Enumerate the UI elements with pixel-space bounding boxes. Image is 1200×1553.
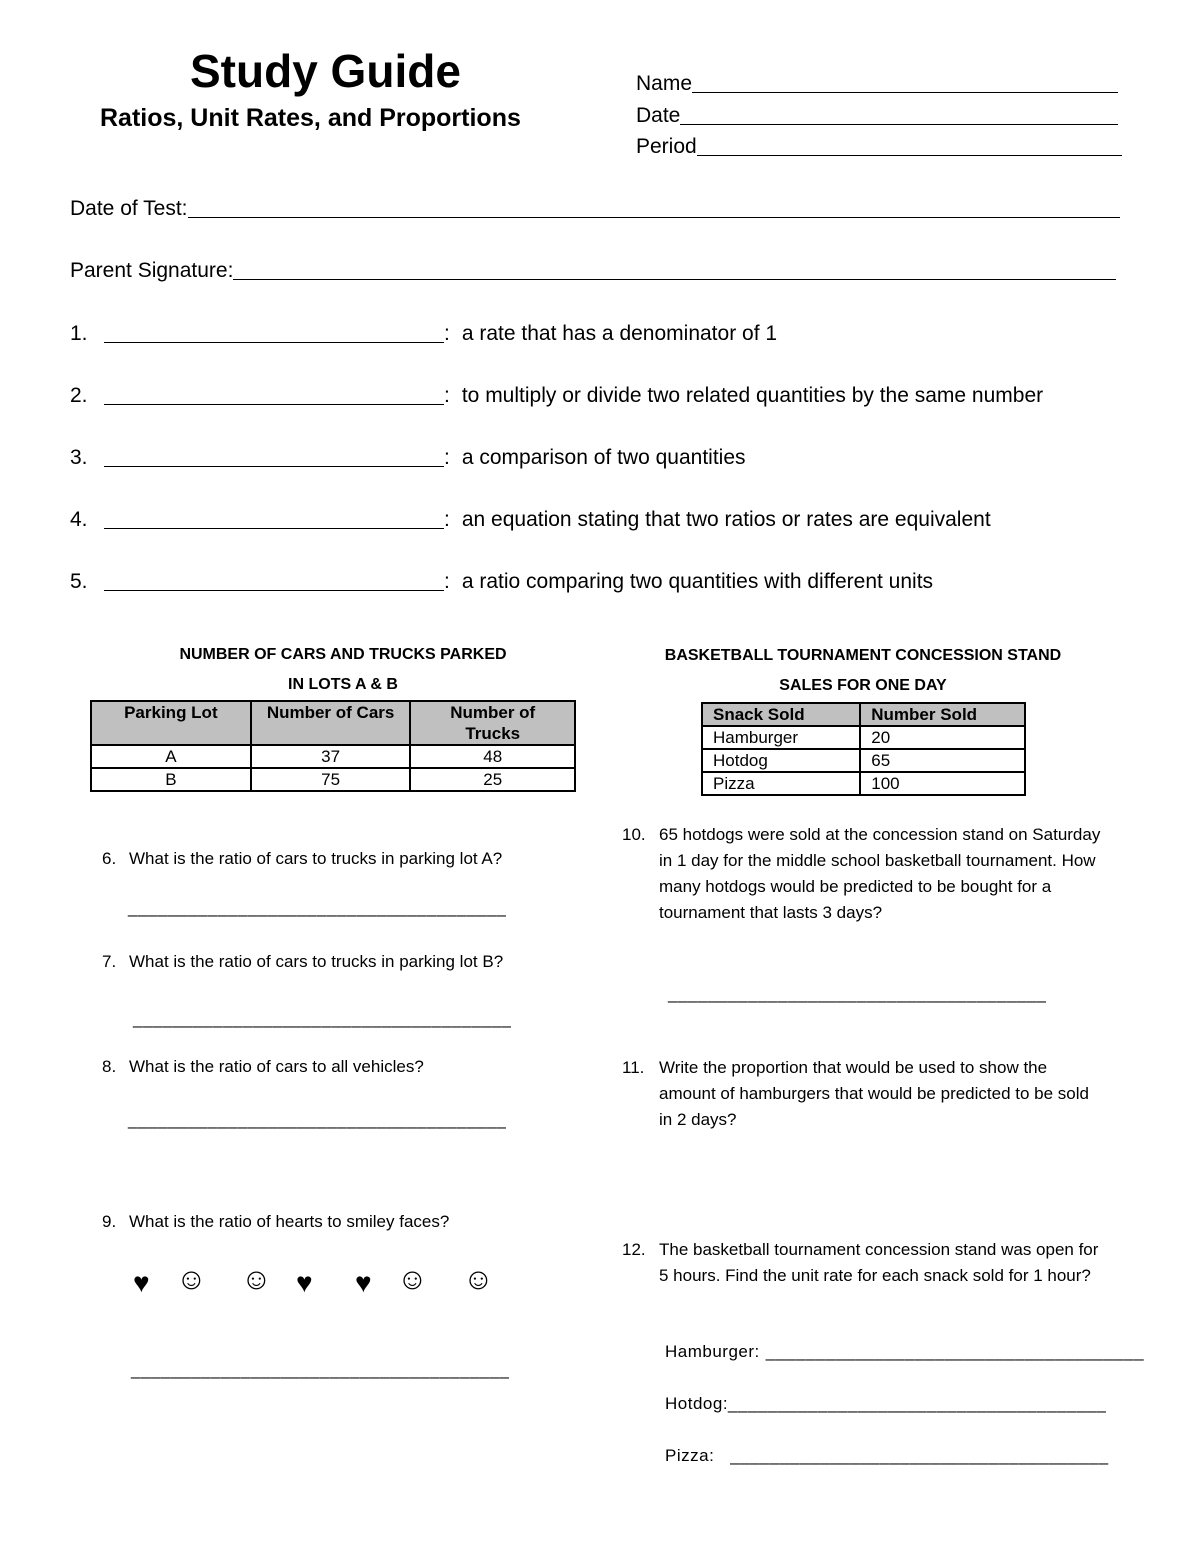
snack-caption-line2: SALES FOR ONE DAY: [779, 677, 947, 694]
definition-blank[interactable]: [104, 404, 444, 405]
parent-signature-label: Parent Signature:: [70, 259, 234, 282]
table-cell: 100: [860, 772, 1025, 795]
table-row: [702, 749, 1025, 772]
column-header: Snack Sold: [702, 703, 860, 726]
definition-item: 1. : a rate that has a denominator of 1: [70, 322, 778, 345]
table-cell: 25: [410, 768, 575, 791]
snack-caption-line1: BASKETBALL TOURNAMENT CONCESSION STAND: [664, 647, 1062, 664]
definition-number: 1.: [70, 322, 88, 345]
definition-number: 5.: [70, 570, 88, 593]
heart-icon: ♥: [296, 1267, 313, 1298]
answer-line[interactable]: ______________________________________: [765, 1342, 1145, 1361]
table-cell: A: [91, 745, 251, 768]
snack-table-caption: [630, 641, 1096, 701]
answer-line[interactable]: ______________________________________: [131, 1360, 510, 1379]
definition-blank[interactable]: [104, 342, 444, 343]
definition-item: 2. : to multiply or divide two related quantities by the same number: [70, 384, 1044, 407]
table-cell: Hamburger: [702, 726, 860, 749]
date-field[interactable]: [636, 104, 1118, 128]
answer-line[interactable]: ______________________________________: [128, 1110, 507, 1129]
parent-signature-field[interactable]: [70, 259, 1116, 283]
question-11: [622, 1055, 1102, 1133]
definition-number: 4.: [70, 508, 88, 531]
definition-text: an equation stating that two ratios or rates are equivalent: [461, 508, 991, 531]
question-number: 7.: [102, 952, 117, 971]
date-of-test-line[interactable]: [188, 217, 1120, 218]
name-field[interactable]: [636, 72, 1118, 96]
name-line[interactable]: [692, 92, 1118, 93]
smiley-face-icon: ☺: [463, 1263, 494, 1296]
question-number: 10.: [622, 825, 646, 844]
hotdog-rate-field[interactable]: [665, 1394, 1107, 1414]
table-row: [91, 745, 575, 768]
definition-text: a ratio comparing two quantities with different units: [461, 570, 934, 593]
column-header: Number of Cars: [251, 701, 411, 745]
parking-table: [90, 700, 576, 792]
definition-item: 4. : an equation stating that two ratios or rates are equivalent: [70, 508, 991, 531]
table-cell: 20: [860, 726, 1025, 749]
question-text: Write the proportion that would be used to show the amount of hamburgers that would be predicted to be sold in 2 days?: [659, 1058, 1089, 1129]
table-header-row: [91, 701, 575, 745]
smiley-face-icon: ☺: [397, 1263, 428, 1296]
question-text: What is the ratio of hearts to smiley faces?: [129, 1212, 450, 1231]
table-row: [91, 768, 575, 791]
hamburger-label: Hamburger:: [665, 1342, 760, 1361]
date-of-test-label: Date of Test:: [70, 197, 188, 220]
question-text: The basketball tournament concession stand was open for 5 hours. Find the unit rate for each snack sold for 1 hour?: [659, 1240, 1099, 1285]
question-text: What is the ratio of cars to all vehicles?: [129, 1057, 424, 1076]
page-subtitle: Ratios, Unit Rates, and Proportions: [100, 104, 521, 132]
question-7: [102, 949, 602, 975]
question-number: 12.: [622, 1240, 646, 1259]
column-header: Parking Lot: [91, 701, 251, 745]
question-number: 6.: [102, 849, 117, 868]
smiley-face-icon: ☺: [241, 1263, 272, 1296]
period-line[interactable]: [697, 155, 1122, 156]
question-number: 8.: [102, 1057, 117, 1076]
table-cell: 37: [251, 745, 411, 768]
pizza-label: Pizza:: [665, 1446, 715, 1465]
period-label: Period: [636, 135, 697, 158]
definition-item: 5. : a ratio comparing two quantities with different units: [70, 570, 934, 593]
parking-table-caption: [90, 640, 596, 700]
column-header: Number Sold: [860, 703, 1025, 726]
table-cell: 75: [251, 768, 411, 791]
answer-line[interactable]: ______________________________________: [728, 1394, 1107, 1413]
definition-text: to multiply or divide two related quantities by the same number: [461, 384, 1044, 407]
answer-line[interactable]: ______________________________________: [133, 1009, 512, 1028]
definition-blank[interactable]: [104, 466, 444, 467]
definition-text: a comparison of two quantities: [461, 446, 746, 469]
heart-icon: ♥: [133, 1267, 150, 1298]
question-text: 65 hotdogs were sold at the concession stand on Saturday in 1 day for the middle school basketball tournament. How many hotdogs would be predicted to be bought for a tournament that lasts 3 days?: [659, 825, 1101, 922]
smiley-face-icon: ☺: [176, 1263, 207, 1296]
page-title: Study Guide: [190, 45, 461, 97]
question-6: [102, 846, 602, 872]
name-label: Name: [636, 72, 693, 95]
table-cell: 48: [410, 745, 575, 768]
date-line[interactable]: [680, 124, 1118, 125]
date-of-test-field[interactable]: [70, 197, 1120, 221]
answer-line[interactable]: ______________________________________: [668, 984, 1047, 1003]
date-label: Date: [636, 104, 681, 127]
definition-blank[interactable]: [104, 528, 444, 529]
definition-number: 3.: [70, 446, 88, 469]
parking-caption-line2: IN LOTS A & B: [288, 676, 398, 693]
snack-table: [701, 702, 1026, 796]
question-text: What is the ratio of cars to trucks in parking lot A?: [129, 849, 503, 868]
question-8: [102, 1054, 602, 1080]
question-number: 9.: [102, 1212, 117, 1231]
table-cell: Hotdog: [702, 749, 860, 772]
column-header: Number of Trucks: [410, 701, 575, 745]
table-row: [702, 726, 1025, 749]
table-cell: 65: [860, 749, 1025, 772]
definition-item: 3. : a comparison of two quantities: [70, 446, 746, 469]
table-cell: B: [91, 768, 251, 791]
answer-line[interactable]: ______________________________________: [128, 898, 507, 917]
parking-caption-line1: NUMBER OF CARS AND TRUCKS PARKED: [179, 646, 507, 663]
question-12: [622, 1237, 1106, 1289]
parent-signature-line[interactable]: [233, 279, 1116, 280]
table-header-row: [702, 703, 1025, 726]
definition-number: 2.: [70, 384, 88, 407]
pizza-rate-field[interactable]: [665, 1446, 1109, 1466]
heart-icon: ♥: [355, 1267, 372, 1298]
question-9: [102, 1209, 602, 1235]
question-number: 11.: [622, 1058, 645, 1077]
question-text: What is the ratio of cars to trucks in parking lot B?: [129, 952, 504, 971]
table-row: [702, 772, 1025, 795]
period-field[interactable]: [636, 135, 1122, 159]
hotdog-label: Hotdog:: [665, 1394, 729, 1413]
hamburger-rate-field[interactable]: [665, 1342, 1145, 1362]
answer-line[interactable]: ______________________________________: [730, 1446, 1109, 1465]
question-10: [622, 822, 1102, 926]
definition-text: a rate that has a denominator of 1: [461, 322, 778, 345]
definition-blank[interactable]: [104, 590, 444, 591]
table-cell: Pizza: [702, 772, 860, 795]
